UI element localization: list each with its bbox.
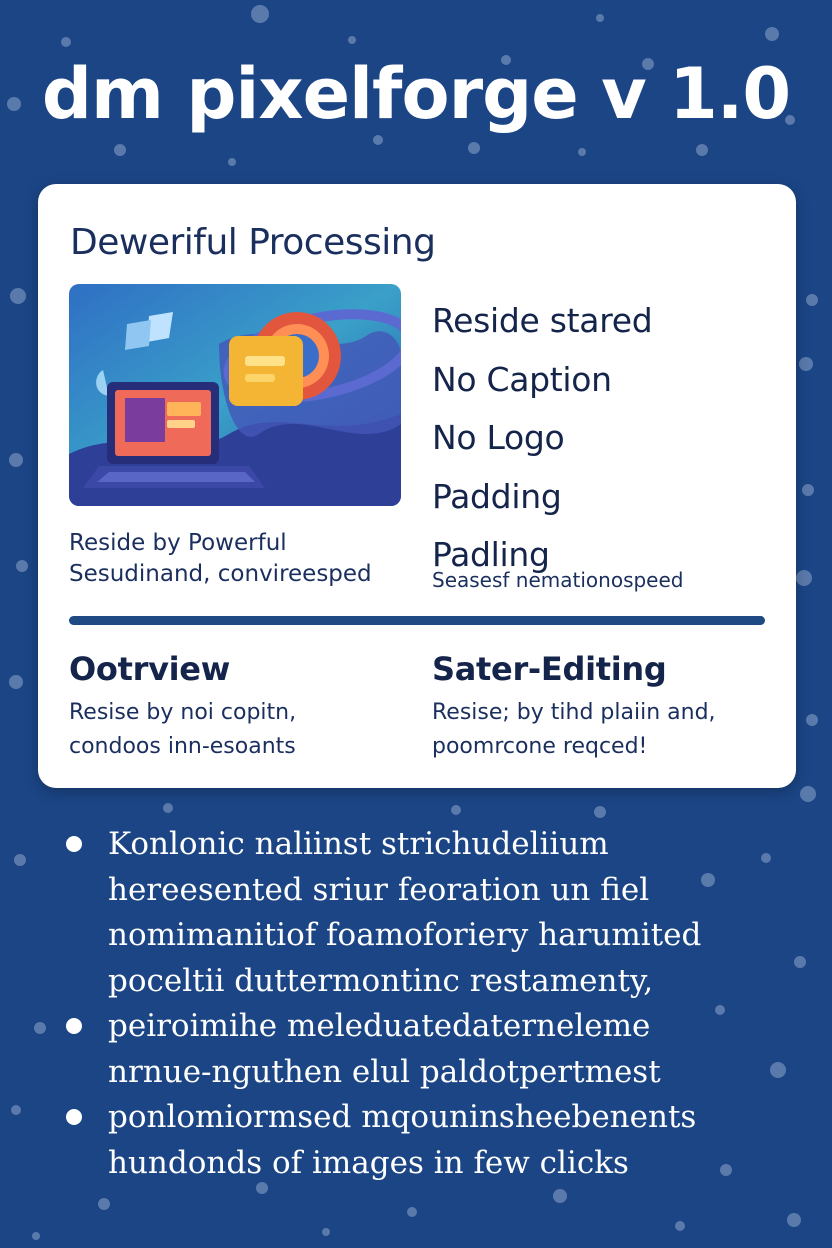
editing-line: poomrcone reqced! xyxy=(432,734,648,759)
bullet-item xyxy=(66,1004,786,1095)
feature-item: Reside stared xyxy=(432,301,653,340)
overview-line: condoos inn-esoants xyxy=(69,734,296,759)
bullet-dot-icon xyxy=(66,836,82,852)
editing-line: Resise; by tihd plaiin and, xyxy=(432,700,716,725)
bullet-line: poceltii duttermontinc restamenty, xyxy=(108,962,654,999)
feature-caption: Seasesf nemationospeed xyxy=(432,568,684,592)
editing-body xyxy=(432,696,772,764)
bullet-item xyxy=(66,822,786,1004)
bullet-line: hereesented sriur feoration un fiel xyxy=(108,871,650,908)
divider xyxy=(69,616,765,625)
feature-card xyxy=(38,184,796,788)
bullet-dot-icon xyxy=(66,1018,82,1034)
caption-line: Reside by Powerful xyxy=(69,530,287,556)
bullet-dot-icon xyxy=(66,1109,82,1125)
bullet-line: nomimanitiof foamoforiery harumited xyxy=(108,917,702,953)
bullet-line: nrnue-nguthen elul paldotpertmest xyxy=(108,1053,661,1090)
illustration-caption xyxy=(69,528,399,590)
feature-list xyxy=(432,292,772,585)
bullet-line: ponlomiormsed mqouninsheebenents xyxy=(108,1099,697,1135)
bullet-line: hundonds of images in few clicks xyxy=(108,1144,629,1181)
feature-item: Padding xyxy=(432,476,562,516)
feature-item: No Logo xyxy=(432,418,565,457)
feature-item: No Caption xyxy=(432,359,612,399)
bullet-line: peiroimihe meleduatedaterneleme xyxy=(108,1008,651,1044)
feature-item: Padling xyxy=(432,535,550,574)
overview-title: Ootrview xyxy=(69,650,230,688)
editing-section xyxy=(432,646,772,764)
bullet-list xyxy=(66,822,786,1186)
overview-body xyxy=(69,696,399,764)
overview-section xyxy=(69,646,399,764)
bullet-line: Konlonic naliinst strichudeliium xyxy=(108,826,609,862)
overview-line: Resise by noi copitn, xyxy=(69,700,297,725)
card-heading: Deweriful Processing xyxy=(70,222,436,263)
editing-title: Sater-Editing xyxy=(432,650,667,688)
app-title: dm pixelforge v 1.0 xyxy=(41,53,791,135)
bullet-item xyxy=(66,1095,786,1186)
caption-line: Sesudinand, convireesped xyxy=(69,561,372,587)
laptop-illustration xyxy=(69,284,401,506)
